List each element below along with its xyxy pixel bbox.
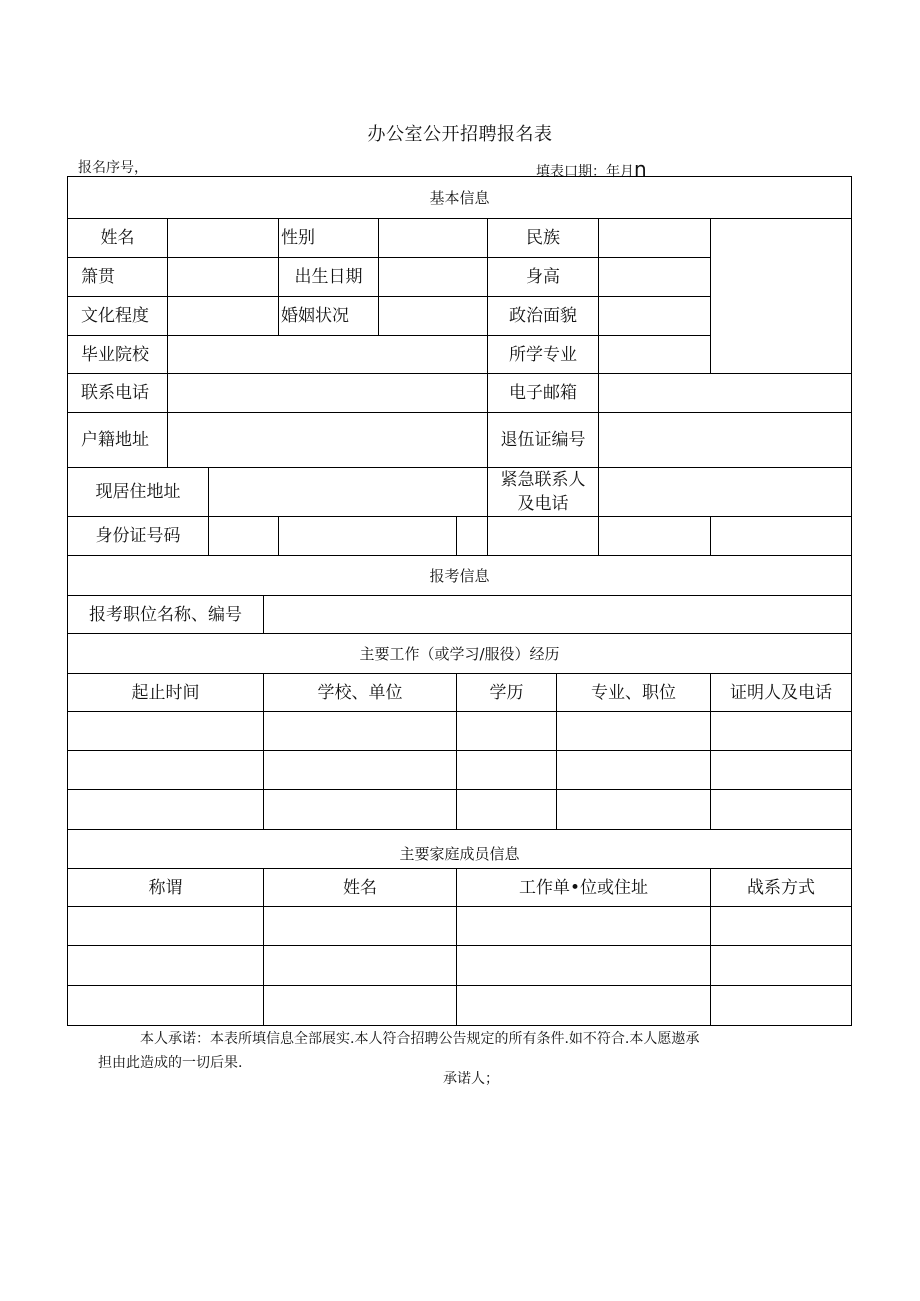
input-emergency-contact[interactable]	[599, 468, 851, 516]
label-name: 姓名	[100, 228, 135, 248]
input-major[interactable]	[599, 336, 710, 373]
label-height: 身高	[526, 267, 560, 287]
label-emergency-contact-line2: 及电话	[517, 494, 569, 514]
work-row-3[interactable]	[68, 790, 851, 829]
label-email: 电子邮箱	[509, 383, 577, 403]
label-emergency-contact	[488, 468, 598, 516]
commitment-signer-label: 承诺人；	[443, 1071, 499, 1087]
input-gender[interactable]	[379, 219, 487, 257]
input-position[interactable]	[264, 596, 851, 633]
label-graduate-school: 毕业院校	[81, 344, 149, 365]
label-ethnicity: 民族	[526, 228, 560, 248]
fill-date-text: 填表口期：年月	[536, 164, 634, 180]
work-row-1[interactable]	[68, 712, 851, 750]
label-phone: 联系电话	[81, 383, 149, 403]
input-id-number[interactable]	[209, 517, 851, 555]
family-col-workplace: 工作单•位或住址	[518, 877, 649, 898]
input-ethnicity[interactable]	[599, 219, 710, 257]
family-row-2[interactable]	[68, 946, 851, 985]
label-major: 所学专业	[509, 344, 577, 365]
input-name[interactable]	[168, 219, 278, 257]
family-row-3[interactable]	[68, 986, 851, 1025]
work-row-2[interactable]	[68, 751, 851, 789]
input-education[interactable]	[168, 297, 278, 335]
family-col-relation: 称谓	[148, 877, 183, 898]
work-col-school-unit: 学校、单位	[317, 682, 403, 703]
commitment-text-line2: 担由此造成的一切后果.	[98, 1055, 243, 1071]
label-id-number: 身份证号码	[95, 526, 181, 546]
label-birth-date: 出生日期	[294, 267, 363, 287]
label-household-address: 户籍地址	[81, 430, 149, 450]
label-political-status: 政治面貌	[509, 306, 577, 326]
label-emergency-contact-line1: 紧急联系人	[500, 470, 586, 490]
input-political-status[interactable]	[599, 297, 710, 335]
fill-date-suffix: n	[634, 157, 647, 181]
label-current-address: 现居住地址	[95, 482, 181, 502]
input-household-address[interactable]	[168, 413, 487, 467]
commitment-text-line1: 本人承诺：本表所填信息全部展实.本人符合招聘公告规定的所有条件.如不符合.本人愿遨承	[140, 1031, 700, 1047]
section-family-info: 主要家庭成员信息	[399, 845, 520, 863]
section-work-history: 主要工作（或学习/服役）经历	[359, 644, 560, 663]
page-title: 办公室公开招聘报名表	[367, 124, 553, 145]
section-basic-info: 基本信息	[429, 188, 490, 207]
family-col-name: 姓名	[343, 877, 377, 898]
family-col-contact: 战系方式	[747, 877, 815, 898]
serial-number-label: 报名序号，	[78, 160, 148, 176]
work-col-reference: 证明人及电话	[730, 682, 832, 703]
label-gender: 性别	[281, 228, 315, 248]
section-apply-info: 报考信息	[429, 566, 490, 585]
input-marital-status[interactable]	[379, 297, 487, 335]
photo-box[interactable]	[711, 219, 851, 373]
label-marital-status: 婚姻状况	[281, 306, 349, 326]
family-row-1[interactable]	[68, 907, 851, 945]
label-position: 报考职位名称、编号	[89, 604, 242, 625]
work-col-major-position: 专业、职位	[591, 682, 676, 703]
input-graduate-school[interactable]	[168, 336, 487, 373]
work-col-degree: 学历	[489, 682, 524, 703]
label-education: 文化程度	[81, 306, 149, 326]
label-native-place: 箫贯	[81, 267, 115, 287]
input-current-address[interactable]	[209, 468, 487, 516]
input-native-place[interactable]	[168, 258, 278, 296]
input-birth-date[interactable]	[379, 258, 487, 296]
label-veteran-id: 退伍证编号	[500, 430, 586, 450]
input-height[interactable]	[599, 258, 710, 296]
input-veteran-id[interactable]	[599, 413, 851, 467]
input-phone[interactable]	[168, 374, 487, 412]
work-col-period: 起止时间	[131, 682, 200, 703]
input-email[interactable]	[599, 374, 851, 412]
